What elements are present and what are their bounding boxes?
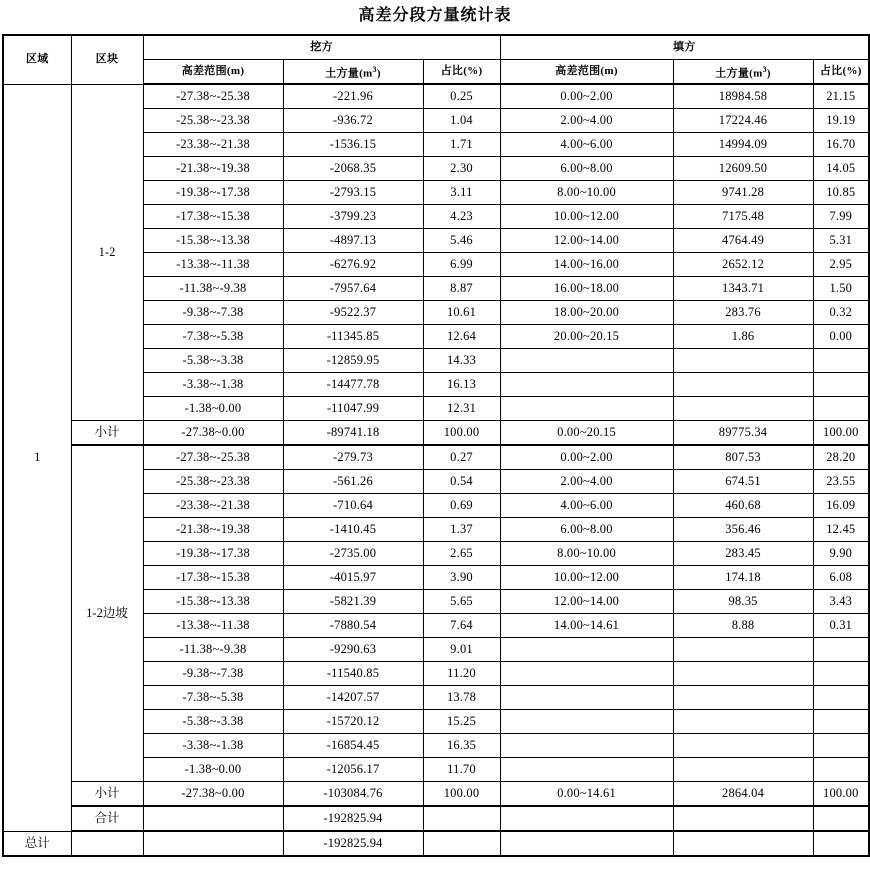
header-cut-group: 挖方 xyxy=(143,35,500,60)
cut-percent-cell: 0.27 xyxy=(423,445,500,470)
cut-volume-cell: -561.26 xyxy=(283,470,423,494)
cut-percent-cell: 9.01 xyxy=(423,638,500,662)
fill-volume-cell: 8.88 xyxy=(673,614,813,638)
header-cut-volume-sup: 3 xyxy=(372,64,377,74)
fill-range-cell xyxy=(500,686,673,710)
cut-range-cell: -27.38~-25.38 xyxy=(143,445,283,470)
fill-percent-cell: 19.19 xyxy=(813,109,869,133)
cut-percent-cell: 11.70 xyxy=(423,758,500,782)
cut-range-cell: -1.38~0.00 xyxy=(143,758,283,782)
cut-percent-cell: 2.30 xyxy=(423,157,500,181)
fill-volume-cell: 356.46 xyxy=(673,518,813,542)
fill-volume-cell: 1343.71 xyxy=(673,277,813,301)
grand-total-cut-volume: -192825.94 xyxy=(283,831,423,856)
fill-percent-cell: 5.31 xyxy=(813,229,869,253)
fill-volume-cell xyxy=(673,758,813,782)
fill-range-cell xyxy=(500,397,673,421)
fill-volume-cell: 4764.49 xyxy=(673,229,813,253)
page-title: 高差分段方量统计表 xyxy=(358,7,512,24)
fill-range-cell: 0.00~2.00 xyxy=(500,84,673,109)
fill-range-cell: 2.00~4.00 xyxy=(500,109,673,133)
fill-range-cell xyxy=(500,662,673,686)
fill-range-cell: 12.00~14.00 xyxy=(500,229,673,253)
cut-range-cell: -7.38~-5.38 xyxy=(143,325,283,349)
cut-range-cell: -23.38~-21.38 xyxy=(143,494,283,518)
fill-percent-cell xyxy=(813,758,869,782)
fill-range-cell: 12.00~14.00 xyxy=(500,590,673,614)
cut-percent-cell: 4.23 xyxy=(423,205,500,229)
grand-total-fill-percent xyxy=(813,831,869,856)
fill-volume-cell xyxy=(673,686,813,710)
subtotal-label: 小计 xyxy=(71,421,143,446)
cut-volume-cell: -3799.23 xyxy=(283,205,423,229)
cut-range-cell: -27.38~-25.38 xyxy=(143,84,283,109)
cut-percent-cell: 2.65 xyxy=(423,542,500,566)
header-fill-volume-close: ) xyxy=(766,67,771,80)
cut-volume-cell: -7880.54 xyxy=(283,614,423,638)
block-total-fill-range xyxy=(500,806,673,831)
fill-range-cell: 10.00~12.00 xyxy=(500,205,673,229)
fill-range-cell: 10.00~12.00 xyxy=(500,566,673,590)
cut-percent-cell: 3.11 xyxy=(423,181,500,205)
fill-percent-cell xyxy=(813,710,869,734)
grand-total-cut-percent xyxy=(423,831,500,856)
cut-volume-cell: -9290.63 xyxy=(283,638,423,662)
cut-range-cell: -23.38~-21.38 xyxy=(143,133,283,157)
fill-range-cell xyxy=(500,758,673,782)
cut-volume-cell: -12056.17 xyxy=(283,758,423,782)
fill-range-cell: 8.00~10.00 xyxy=(500,542,673,566)
block-total-row xyxy=(3,806,869,831)
cut-percent-cell: 6.99 xyxy=(423,253,500,277)
cut-percent-cell: 8.87 xyxy=(423,277,500,301)
header-fill-volume-text: 土方量(m xyxy=(715,67,763,80)
grand-total-cut-range xyxy=(143,831,283,856)
fill-volume-cell: 98.35 xyxy=(673,590,813,614)
header-fill-volume-sup: 3 xyxy=(762,64,767,74)
cut-range-cell: -17.38~-15.38 xyxy=(143,205,283,229)
fill-volume-cell: 1.86 xyxy=(673,325,813,349)
cut-volume-cell: -16854.45 xyxy=(283,734,423,758)
cut-volume-cell: -9522.37 xyxy=(283,301,423,325)
fill-percent-cell xyxy=(813,373,869,397)
cut-volume-cell: -936.72 xyxy=(283,109,423,133)
cut-range-cell: -7.38~-5.38 xyxy=(143,686,283,710)
fill-volume-cell: 7175.48 xyxy=(673,205,813,229)
block-total-fill-volume xyxy=(673,806,813,831)
fill-volume-cell: 14994.09 xyxy=(673,133,813,157)
fill-percent-cell: 1.50 xyxy=(813,277,869,301)
subtotal-cut-volume: -103084.76 xyxy=(283,782,423,807)
grand-total-block xyxy=(71,831,143,856)
subtotal-fill-percent: 100.00 xyxy=(813,782,869,807)
cut-volume-cell: -12859.95 xyxy=(283,349,423,373)
fill-range-cell: 18.00~20.00 xyxy=(500,301,673,325)
fill-percent-cell: 9.90 xyxy=(813,542,869,566)
cut-volume-cell: -6276.92 xyxy=(283,253,423,277)
cut-percent-cell: 3.90 xyxy=(423,566,500,590)
cut-percent-cell: 13.78 xyxy=(423,686,500,710)
block-label: 1-2边坡 xyxy=(71,445,143,782)
header-cut-volume-close: ) xyxy=(376,67,381,80)
fill-range-cell: 16.00~18.00 xyxy=(500,277,673,301)
cut-volume-cell: -11047.99 xyxy=(283,397,423,421)
cut-volume-cell: -5821.39 xyxy=(283,590,423,614)
fill-volume-cell: 674.51 xyxy=(673,470,813,494)
header-region: 区域 xyxy=(3,35,71,84)
fill-percent-cell xyxy=(813,686,869,710)
subtotal-fill-range: 0.00~14.61 xyxy=(500,782,673,807)
fill-volume-cell xyxy=(673,638,813,662)
block-total-cut-percent xyxy=(423,806,500,831)
cut-range-cell: -15.38~-13.38 xyxy=(143,229,283,253)
volume-statistics-table xyxy=(2,34,870,857)
subtotal-cut-volume: -89741.18 xyxy=(283,421,423,446)
cut-percent-cell: 7.64 xyxy=(423,614,500,638)
cut-range-cell: -3.38~-1.38 xyxy=(143,734,283,758)
fill-percent-cell: 28.20 xyxy=(813,445,869,470)
fill-range-cell: 0.00~2.00 xyxy=(500,445,673,470)
block-total-fill-percent xyxy=(813,806,869,831)
cut-percent-cell: 11.20 xyxy=(423,662,500,686)
fill-percent-cell: 21.15 xyxy=(813,84,869,109)
cut-percent-cell: 0.69 xyxy=(423,494,500,518)
cut-percent-cell: 12.64 xyxy=(423,325,500,349)
fill-volume-cell xyxy=(673,349,813,373)
fill-percent-cell: 0.31 xyxy=(813,614,869,638)
fill-volume-cell xyxy=(673,734,813,758)
cut-percent-cell: 14.33 xyxy=(423,349,500,373)
fill-percent-cell: 16.09 xyxy=(813,494,869,518)
cut-range-cell: -3.38~-1.38 xyxy=(143,373,283,397)
cut-volume-cell: -2735.00 xyxy=(283,542,423,566)
cut-range-cell: -13.38~-11.38 xyxy=(143,253,283,277)
header-cut-volume xyxy=(283,60,423,85)
header-cut-range: 高差范围(m) xyxy=(143,60,283,85)
region-label: 1 xyxy=(3,84,71,831)
header-fill-range: 高差范围(m) xyxy=(500,60,673,85)
cut-range-cell: -19.38~-17.38 xyxy=(143,181,283,205)
fill-percent-cell xyxy=(813,349,869,373)
fill-percent-cell: 0.00 xyxy=(813,325,869,349)
cut-volume-cell: -15720.12 xyxy=(283,710,423,734)
fill-percent-cell xyxy=(813,734,869,758)
fill-range-cell: 14.00~16.00 xyxy=(500,253,673,277)
cut-percent-cell: 16.13 xyxy=(423,373,500,397)
fill-range-cell xyxy=(500,710,673,734)
cut-volume-cell: -4015.97 xyxy=(283,566,423,590)
header-row-groups xyxy=(3,35,869,60)
header-cut-percent: 占比(%) xyxy=(423,60,500,85)
fill-volume-cell: 283.45 xyxy=(673,542,813,566)
cut-range-cell: -9.38~-7.38 xyxy=(143,662,283,686)
cut-percent-cell: 1.37 xyxy=(423,518,500,542)
header-fill-group: 填方 xyxy=(500,35,869,60)
header-block: 区块 xyxy=(71,35,143,84)
fill-range-cell xyxy=(500,734,673,758)
header-fill-percent: 占比(%) xyxy=(813,60,869,85)
cut-range-cell: -1.38~0.00 xyxy=(143,397,283,421)
fill-percent-cell xyxy=(813,397,869,421)
subtotal-label: 小计 xyxy=(71,782,143,807)
fill-range-cell: 6.00~8.00 xyxy=(500,157,673,181)
cut-range-cell: -19.38~-17.38 xyxy=(143,542,283,566)
cut-percent-cell: 16.35 xyxy=(423,734,500,758)
fill-volume-cell: 283.76 xyxy=(673,301,813,325)
fill-range-cell: 14.00~14.61 xyxy=(500,614,673,638)
cut-volume-cell: -4897.13 xyxy=(283,229,423,253)
cut-range-cell: -13.38~-11.38 xyxy=(143,614,283,638)
cut-volume-cell: -14207.57 xyxy=(283,686,423,710)
fill-range-cell: 4.00~6.00 xyxy=(500,133,673,157)
fill-percent-cell: 14.05 xyxy=(813,157,869,181)
fill-volume-cell: 174.18 xyxy=(673,566,813,590)
fill-percent-cell: 12.45 xyxy=(813,518,869,542)
cut-volume-cell: -2793.15 xyxy=(283,181,423,205)
fill-percent-cell: 23.55 xyxy=(813,470,869,494)
fill-volume-cell xyxy=(673,662,813,686)
cut-range-cell: -17.38~-15.38 xyxy=(143,566,283,590)
cut-volume-cell: -2068.35 xyxy=(283,157,423,181)
cut-range-cell: -21.38~-19.38 xyxy=(143,518,283,542)
fill-range-cell: 20.00~20.15 xyxy=(500,325,673,349)
fill-range-cell: 4.00~6.00 xyxy=(500,494,673,518)
subtotal-fill-volume: 89775.34 xyxy=(673,421,813,446)
fill-percent-cell: 2.95 xyxy=(813,253,869,277)
fill-percent-cell xyxy=(813,662,869,686)
grand-total-row xyxy=(3,831,869,856)
cut-volume-cell: -710.64 xyxy=(283,494,423,518)
header-cut-volume-text: 土方量(m xyxy=(325,67,373,80)
fill-percent-cell xyxy=(813,638,869,662)
cut-percent-cell: 0.54 xyxy=(423,470,500,494)
fill-percent-cell: 6.08 xyxy=(813,566,869,590)
cut-percent-cell: 10.61 xyxy=(423,301,500,325)
subtotal-row xyxy=(3,421,869,446)
block-label: 1-2 xyxy=(71,84,143,421)
cut-range-cell: -5.38~-3.38 xyxy=(143,710,283,734)
cut-volume-cell: -279.73 xyxy=(283,445,423,470)
cut-range-cell: -9.38~-7.38 xyxy=(143,301,283,325)
block-total-cut-range xyxy=(143,806,283,831)
header-fill-volume xyxy=(673,60,813,85)
table-head xyxy=(3,35,869,84)
cut-range-cell: -11.38~-9.38 xyxy=(143,277,283,301)
cut-range-cell: -25.38~-23.38 xyxy=(143,470,283,494)
fill-percent-cell: 16.70 xyxy=(813,133,869,157)
fill-percent-cell: 0.32 xyxy=(813,301,869,325)
fill-range-cell xyxy=(500,373,673,397)
fill-volume-cell: 2652.12 xyxy=(673,253,813,277)
grand-total-fill-range xyxy=(500,831,673,856)
cut-percent-cell: 12.31 xyxy=(423,397,500,421)
cut-percent-cell: 0.25 xyxy=(423,84,500,109)
subtotal-cut-range: -27.38~0.00 xyxy=(143,782,283,807)
block-total-cut-volume: -192825.94 xyxy=(283,806,423,831)
cut-percent-cell: 5.65 xyxy=(423,590,500,614)
table-row xyxy=(3,445,869,470)
subtotal-cut-percent: 100.00 xyxy=(423,421,500,446)
fill-percent-cell: 3.43 xyxy=(813,590,869,614)
table-row xyxy=(3,84,869,109)
fill-range-cell xyxy=(500,638,673,662)
subtotal-row xyxy=(3,782,869,807)
cut-percent-cell: 15.25 xyxy=(423,710,500,734)
fill-range-cell: 6.00~8.00 xyxy=(500,518,673,542)
fill-range-cell: 2.00~4.00 xyxy=(500,470,673,494)
cut-range-cell: -25.38~-23.38 xyxy=(143,109,283,133)
grand-total-fill-volume xyxy=(673,831,813,856)
subtotal-fill-volume: 2864.04 xyxy=(673,782,813,807)
cut-volume-cell: -221.96 xyxy=(283,84,423,109)
table-body xyxy=(3,84,869,856)
fill-range-cell xyxy=(500,349,673,373)
subtotal-fill-range: 0.00~20.15 xyxy=(500,421,673,446)
cut-volume-cell: -1410.45 xyxy=(283,518,423,542)
fill-range-cell: 8.00~10.00 xyxy=(500,181,673,205)
fill-volume-cell xyxy=(673,710,813,734)
fill-volume-cell: 12609.50 xyxy=(673,157,813,181)
fill-volume-cell: 18984.58 xyxy=(673,84,813,109)
subtotal-cut-percent: 100.00 xyxy=(423,782,500,807)
cut-volume-cell: -1536.15 xyxy=(283,133,423,157)
fill-percent-cell: 7.99 xyxy=(813,205,869,229)
cut-volume-cell: -14477.78 xyxy=(283,373,423,397)
cut-volume-cell: -11345.85 xyxy=(283,325,423,349)
fill-percent-cell: 10.85 xyxy=(813,181,869,205)
cut-percent-cell: 1.04 xyxy=(423,109,500,133)
cut-range-cell: -21.38~-19.38 xyxy=(143,157,283,181)
cut-range-cell: -5.38~-3.38 xyxy=(143,349,283,373)
fill-volume-cell: 807.53 xyxy=(673,445,813,470)
fill-volume-cell: 17224.46 xyxy=(673,109,813,133)
cut-percent-cell: 5.46 xyxy=(423,229,500,253)
fill-volume-cell xyxy=(673,373,813,397)
cut-volume-cell: -11540.85 xyxy=(283,662,423,686)
cut-percent-cell: 1.71 xyxy=(423,133,500,157)
grand-total-label: 总计 xyxy=(3,831,71,856)
block-total-label: 合计 xyxy=(71,806,143,831)
cut-volume-cell: -7957.64 xyxy=(283,277,423,301)
cut-range-cell: -15.38~-13.38 xyxy=(143,590,283,614)
fill-volume-cell: 460.68 xyxy=(673,494,813,518)
fill-volume-cell xyxy=(673,397,813,421)
fill-volume-cell: 9741.28 xyxy=(673,181,813,205)
cut-range-cell: -11.38~-9.38 xyxy=(143,638,283,662)
subtotal-cut-range: -27.38~0.00 xyxy=(143,421,283,446)
subtotal-fill-percent: 100.00 xyxy=(813,421,869,446)
